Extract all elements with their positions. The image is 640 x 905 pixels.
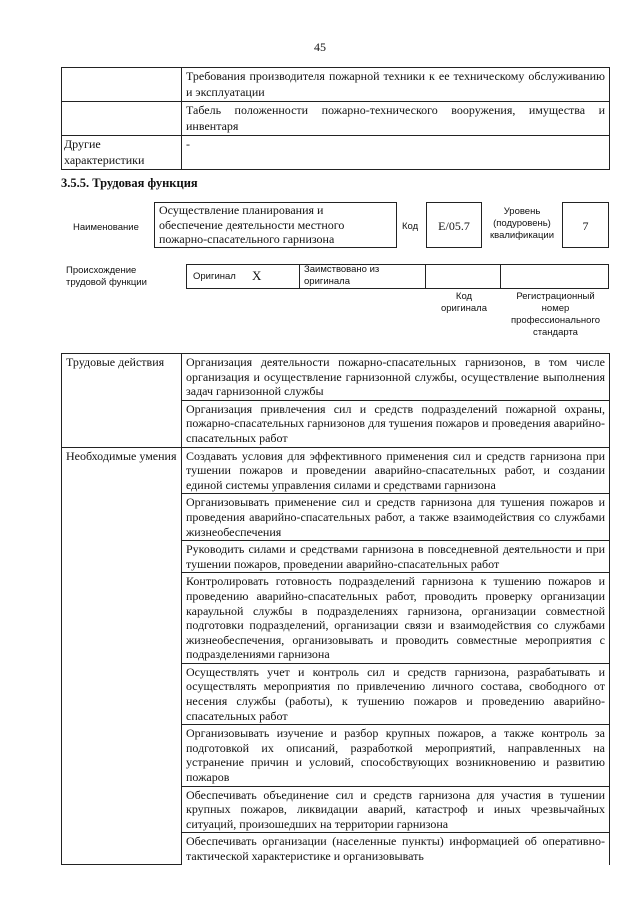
code-label: Код [402,221,419,232]
list-item: Создавать условия для эффективного применения сил и средств гарнизона при тушении пожаров и проведении аварийно-спасательных работ, и создании единой системы управления силами и средствами гарнизона [182,447,610,494]
list-item: Контролировать готовность подразделений гарнизона к тушению пожаров и проведению аварийно-спасательных работ, проводить проверку организации караульной службы в подразделениях гарнизона, организации совместной подготовки подразделений, организации связи и взаимодействия со службами жизнеобеспечения, организовывать и проводить совместные мероприятия с подразделениями гарнизона [182,573,610,664]
original-label: Оригинал [193,271,236,282]
row-value: - [182,136,610,170]
name-label: Наименование [73,222,139,233]
page-number: 45 [314,40,326,54]
table-row [62,68,610,102]
list-item: Организовывать применение сил и средств гарнизона для тушения пожаров и проведения аварийно-спасательных работ, а также взаимодействия со службами жизнеобеспечения [182,494,610,541]
list-item: Обеспечивать организации (населенные пункты) информацией об оперативно-тактической характеристике и организовывать [182,833,610,865]
table-row [62,102,610,136]
row-value: Табель положенности пожарно-технического вооружения, имущества и инвентаря [182,102,610,136]
name-value: Осуществление планирования и обеспечение деятельности местного пожарно-спасательного гарнизона [159,203,345,246]
table-row [62,447,610,494]
code-original-caption: Код оригинала [440,291,487,314]
section-title: 3.5.5. Трудовая функция [61,176,198,190]
level-label: Уровень (подуровень) квалификации [489,206,555,241]
list-item: Осуществлять учет и контроль сил и средств гарнизона, разрабатывать и осуществлять мероприятия по привлечению личного состава, свободного от несения службы (работы), к тушению пожаров и проведению аварийно-спасательных работ [182,663,610,724]
top-table [61,67,610,170]
list-item: Организация привлечения сил и средств подразделений пожарной охраны, пожарно-спасательных гарнизонов для тушения пожаров и проведения аварийно-спасательных работ [182,400,610,447]
origin-divider-1 [299,264,300,289]
borrowed-label: Заимствовано из оригинала [304,264,380,287]
main-table [61,353,610,865]
origin-divider-2 [425,264,426,289]
level-value: 7 [582,219,589,233]
origin-divider-3 [500,264,501,289]
list-item: Руководить силами и средствами гарнизона в повседневной деятельности и при тушении пожаров, проведении аварийно-спасательных работ [182,541,610,573]
table-row [62,136,610,170]
reg-number-caption: Регистрационный номер профессионального стандарта [511,291,600,338]
origin-label: Происхождение трудовой функции [66,265,147,288]
list-item: Обеспечивать объединение сил и средств гарнизона для участия в тушении крупных пожаров, ликвидации аварий, катастроф и иных чрезвычайных ситуаций, произошедших на территории гарнизона [182,786,610,833]
group-label: Трудовые действия [62,354,182,448]
row-label [62,102,182,136]
original-mark: X [252,268,262,283]
row-label [62,68,182,102]
group-label: Необходимые умения [62,447,182,865]
row-label: Другие характеристики [62,136,182,170]
code-value: E/05.7 [438,219,470,233]
list-item: Организовывать изучение и разбор крупных пожаров, а также контроль за подготовкой их описаний, разработкой мероприятий, направленных на устранение причин и условий, способствующих возникновению и развитию пожаров [182,725,610,786]
row-value: Требования производителя пожарной техники к ее техническому обслуживанию и эксплуатации [182,68,610,102]
list-item: Организация деятельности пожарно-спасательных гарнизонов, в том числе организация и осуществление гарнизонной службы, осуществление выполнения задач гарнизонной службы [182,354,610,401]
table-row [62,354,610,401]
